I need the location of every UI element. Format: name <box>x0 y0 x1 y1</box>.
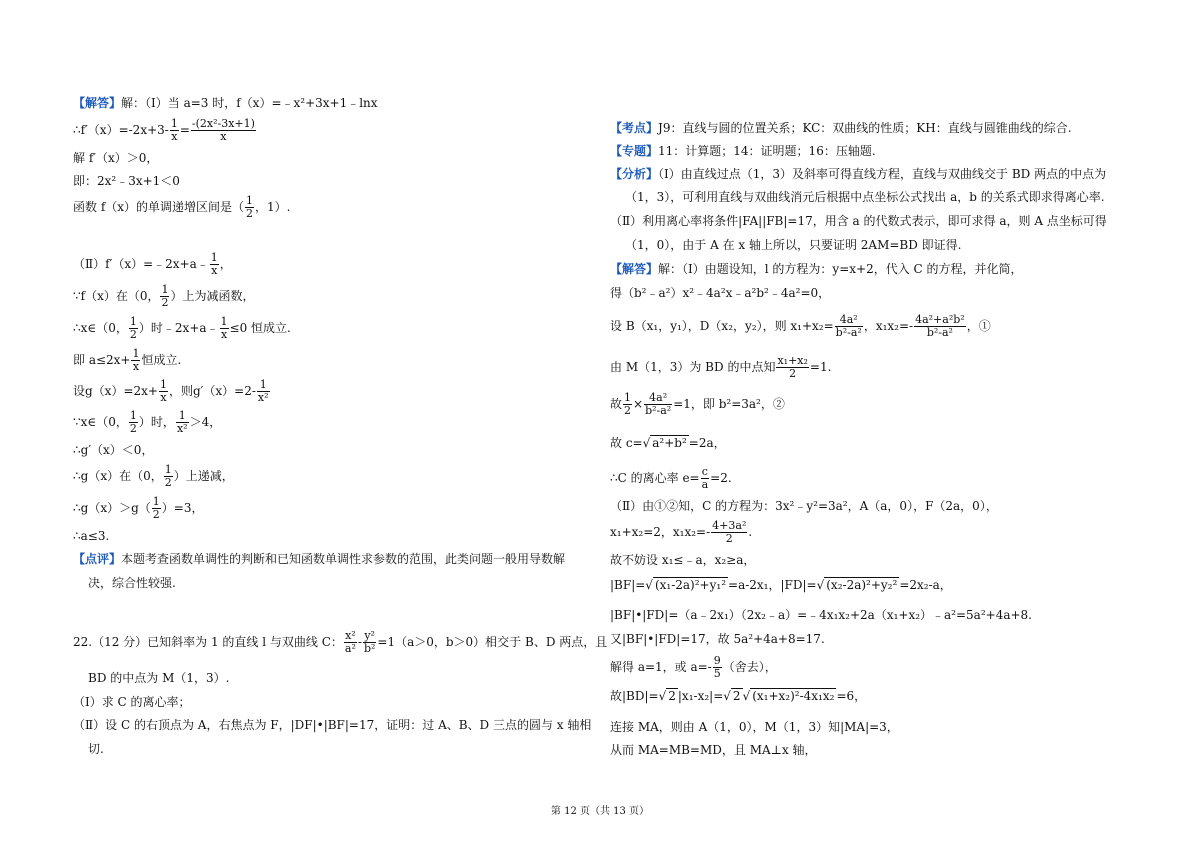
fraction: $\frac{1}{2}$ <box>152 495 160 521</box>
question-22-line-1: 22.（12 分）已知斜率为 1 的直线 l 与双曲线 C： $\frac{\text{x²}}{\text{a²}}$ - $\frac{\text{y²}}{\text{b²}}$ =1（a＞0，b＞0）相交于 B、D 两点，且 <box>73 629 608 655</box>
right-line-10: 由 M（1，3）为 BD 的中点知 $\frac{\text{x₁+x₂}}{2}$ =1. <box>610 354 832 380</box>
fraction: $\frac{1}{2}$ <box>164 463 172 489</box>
fraction: $\frac{\text{4a²+a²b²}}{\text{b²-a²}}$ <box>915 313 965 339</box>
fraction: $\frac{1}{\text{x²}}$ <box>176 409 188 435</box>
left-line-7: ∵f（x）在（0， $\frac{1}{2}$ ）上为减函数， <box>73 283 255 309</box>
right-line-19: 又|BF|•|FD|=17，故 5a²+4a+8=17. <box>610 632 825 646</box>
comment-tag: 【点评】 <box>73 552 122 566</box>
fraction: $\frac{1}{2}$ <box>246 194 254 220</box>
fraction: $\frac{\text{4+3a²}}{2}$ <box>712 519 747 545</box>
left-line-5: 函数 f（x）的单调递增区间是（ $\frac{1}{2}$ ，1）. <box>73 194 291 220</box>
left-line-1: 【解答】解：（Ⅰ）当 a=3 时，f（x）=﹣x²+3x+1﹣lnx <box>73 96 378 110</box>
fraction: $\frac{9}{5}$ <box>713 654 721 680</box>
fraction: $\frac{\text{4a²}}{\text{b²-a²}}$ <box>645 391 672 417</box>
fraction: $\frac{\text{-(2x²-3x+1)}}{x}$ <box>191 117 255 143</box>
fraction: $\frac{1}{x}$ <box>159 378 167 404</box>
left-line-6: （Ⅱ）f′（x）=﹣2x+a﹣ $\frac{1}{x}$ ， <box>73 251 232 277</box>
right-line-18: |BF|•|FD|=（a﹣2x₁）（2x₂﹣a）=﹣4x₁x₂+2a（x₁+x₂）﹣a²=5a²+4a+8. <box>610 608 1032 622</box>
sqrt: (x₁-2a)²+y₁² <box>654 578 727 592</box>
left-line-2: ∴f′（x）=-2x+3- $\frac{1}{x}$ = $\frac{\text{-(2x²-3x+1)}}{x}$ <box>73 117 255 143</box>
fraction: $\frac{1}{2}$ <box>129 315 137 341</box>
fraction: $\frac{1}{\text{x²}}$ <box>257 378 269 404</box>
fraction: $\frac{1}{2}$ <box>129 409 137 435</box>
right-line-13: ∴C 的离心率 e= $\frac{c}{a}$ =2. <box>610 465 732 491</box>
right-line-8: 得（b²﹣a²）x²﹣4a²x﹣a²b²﹣4a²=0， <box>610 286 831 300</box>
left-line-8: ∴x∈（0， $\frac{1}{2}$ ）时﹣2x+a﹣ $\frac{1}{x}$ ≤0 恒成立. <box>73 315 291 341</box>
left-line-3: 解 f′（x）＞0， <box>73 151 159 165</box>
analysis-tag: 【分析】 <box>610 167 659 181</box>
page-footer: 第 12 页（共 13 页） <box>550 806 650 817</box>
right-line-14: （Ⅱ）由①②知，C 的方程为：3x²﹣y²=3a²，A（a，0），F（2a，0）， <box>610 499 998 513</box>
answer-tag: 【解答】 <box>73 96 122 110</box>
right-line-7: 【解答】解：（Ⅰ）由题设知，l 的方程为：y=x+2，代入 C 的方程，并化简， <box>610 262 1023 276</box>
kaodian-tag: 【考点】 <box>610 121 659 135</box>
sqrt: (x₁+x₂)²-4x₁x₂ <box>752 689 835 703</box>
question-22-line-5: 切. <box>88 742 104 756</box>
fraction: $\frac{1}{x}$ <box>132 347 140 373</box>
sqrt: 2 <box>732 689 741 703</box>
sqrt: (x₂-2a)²+y₂² <box>826 578 898 592</box>
fraction: $\frac{\text{x₁+x₂}}{2}$ <box>777 354 808 380</box>
left-line-17: 决，综合性较强. <box>88 576 176 590</box>
fraction: $\frac{\text{x²}}{\text{a²}}$ <box>344 629 356 655</box>
right-line-1: 【考点】J9：直线与圆的位置关系；KC：双曲线的性质；KH：直线与圆锥曲线的综合. <box>610 121 1072 135</box>
right-line-11: 故 $\frac{1}{2}$ × $\frac{\text{4a²}}{\text{b²-a²}}$ =1，即 b²=3a²，② <box>610 391 785 417</box>
right-line-9: 设 B（x₁，y₁），D（x₂，y₂），则 x₁+x₂= $\frac{\text{4a²}}{\text{b²-a²}}$ ，x₁x₂=- $\frac{\text{4a²+a²b²}}{\text{b²-a²}}$ ，① <box>610 313 991 339</box>
left-line-12: ∴g′（x）＜0， <box>73 443 154 457</box>
left-line-16: 【点评】本题考查函数单调性的判断和已知函数单调性求参数的范围，此类问题一般用导数解 <box>73 552 566 566</box>
fraction: $\frac{1}{2}$ <box>624 391 632 417</box>
question-22-line-3: （Ⅰ）求 C 的离心率； <box>73 695 191 709</box>
fraction: $\frac{\text{4a²}}{\text{b²-a²}}$ <box>835 313 862 339</box>
right-line-3: 【分析】（Ⅰ）由直线过点（1，3）及斜率可得直线方程，直线与双曲线交于 BD 两点的中点为 <box>610 167 1107 181</box>
left-line-13: ∴g（x）在（0， $\frac{1}{2}$ ）上递减， <box>73 463 234 489</box>
fraction: $\frac{c}{a}$ <box>701 465 709 491</box>
left-line-10: 设g（x）=2x+ $\frac{1}{x}$ ，则g′（x）=2- $\frac{1}{\text{x²}}$ <box>73 378 269 404</box>
right-line-6: （1，0），由于 A 在 x 轴上所以，只要证明 2AM=BD 即证得. <box>625 238 962 252</box>
right-line-20: 解得 a=1，或 a=- $\frac{9}{5}$ （舍去）， <box>610 654 777 680</box>
right-line-17: |BF|=√ (x₁-2a)²+y₁² =a-2x₁，|FD|=√ (x₂-2a)²+y₂² =2x₂-a， <box>610 578 952 592</box>
right-line-21: 故|BD|=√ 2 |x₁-x₂|=√ 2 √ (x₁+x₂)²-4x₁x₂ =6， <box>610 689 867 703</box>
sqrt: 2 <box>668 689 676 703</box>
left-line-4: 即：2x²﹣3x+1＜0 <box>73 174 180 188</box>
fraction: $\frac{1}{x}$ <box>210 251 218 277</box>
left-line-9: 即 a≤2x+ $\frac{1}{x}$ 恒成立. <box>73 347 182 373</box>
fraction: $\frac{1}{x}$ <box>170 117 178 143</box>
fraction: $\frac{1}{x}$ <box>220 315 228 341</box>
question-22-line-4: （Ⅱ）设 C 的右顶点为 A，右焦点为 F，|DF|•|BF|=17，证明：过 A、B、D 三点的圆与 x 轴相 <box>73 718 592 732</box>
right-line-4: （1，3），可利用直线与双曲线消元后根据中点坐标公式找出 a，b 的关系式即求得离心率. <box>625 190 1105 204</box>
zhuanti-tag: 【专题】 <box>610 144 659 158</box>
right-line-16: 故不妨设 x₁≤﹣a，x₂≥a， <box>610 553 756 567</box>
right-line-23: 从而 MA=MB=MD，且 MA⊥x 轴， <box>610 743 817 757</box>
left-line-11: ∵x∈（0， $\frac{1}{2}$ ）时， $\frac{1}{\text{x²}}$ ＞4， <box>73 409 222 435</box>
right-line-15: x₁+x₂=2，x₁x₂=- $\frac{\text{4+3a²}}{2}$ . <box>610 519 753 545</box>
right-line-2: 【专题】11：计算题；14：证明题；16：压轴题. <box>610 144 876 158</box>
fraction: $\frac{\text{y²}}{\text{b²}}$ <box>363 629 376 655</box>
right-line-5: （Ⅱ）利用离心率将条件|FA||FB|=17，用含 a 的代数式表示，即可求得 a，则 A 点坐标可得 <box>610 214 1107 228</box>
left-line-15: ∴a≤3. <box>73 529 110 543</box>
answer-tag: 【解答】 <box>610 262 659 276</box>
left-line-14: ∴g（x）＞g（ $\frac{1}{2}$ ）=3， <box>73 495 204 521</box>
sqrt: a²+b² <box>652 436 687 450</box>
fraction: $\frac{1}{2}$ <box>161 283 169 309</box>
right-line-12: 故 c=√ a²+b² =2a， <box>610 436 726 450</box>
right-line-22: 连接 MA，则由 A（1，0），M（1，3）知|MA|=3， <box>610 720 899 734</box>
question-22-line-2: BD 的中点为 M（1，3）. <box>88 671 230 685</box>
